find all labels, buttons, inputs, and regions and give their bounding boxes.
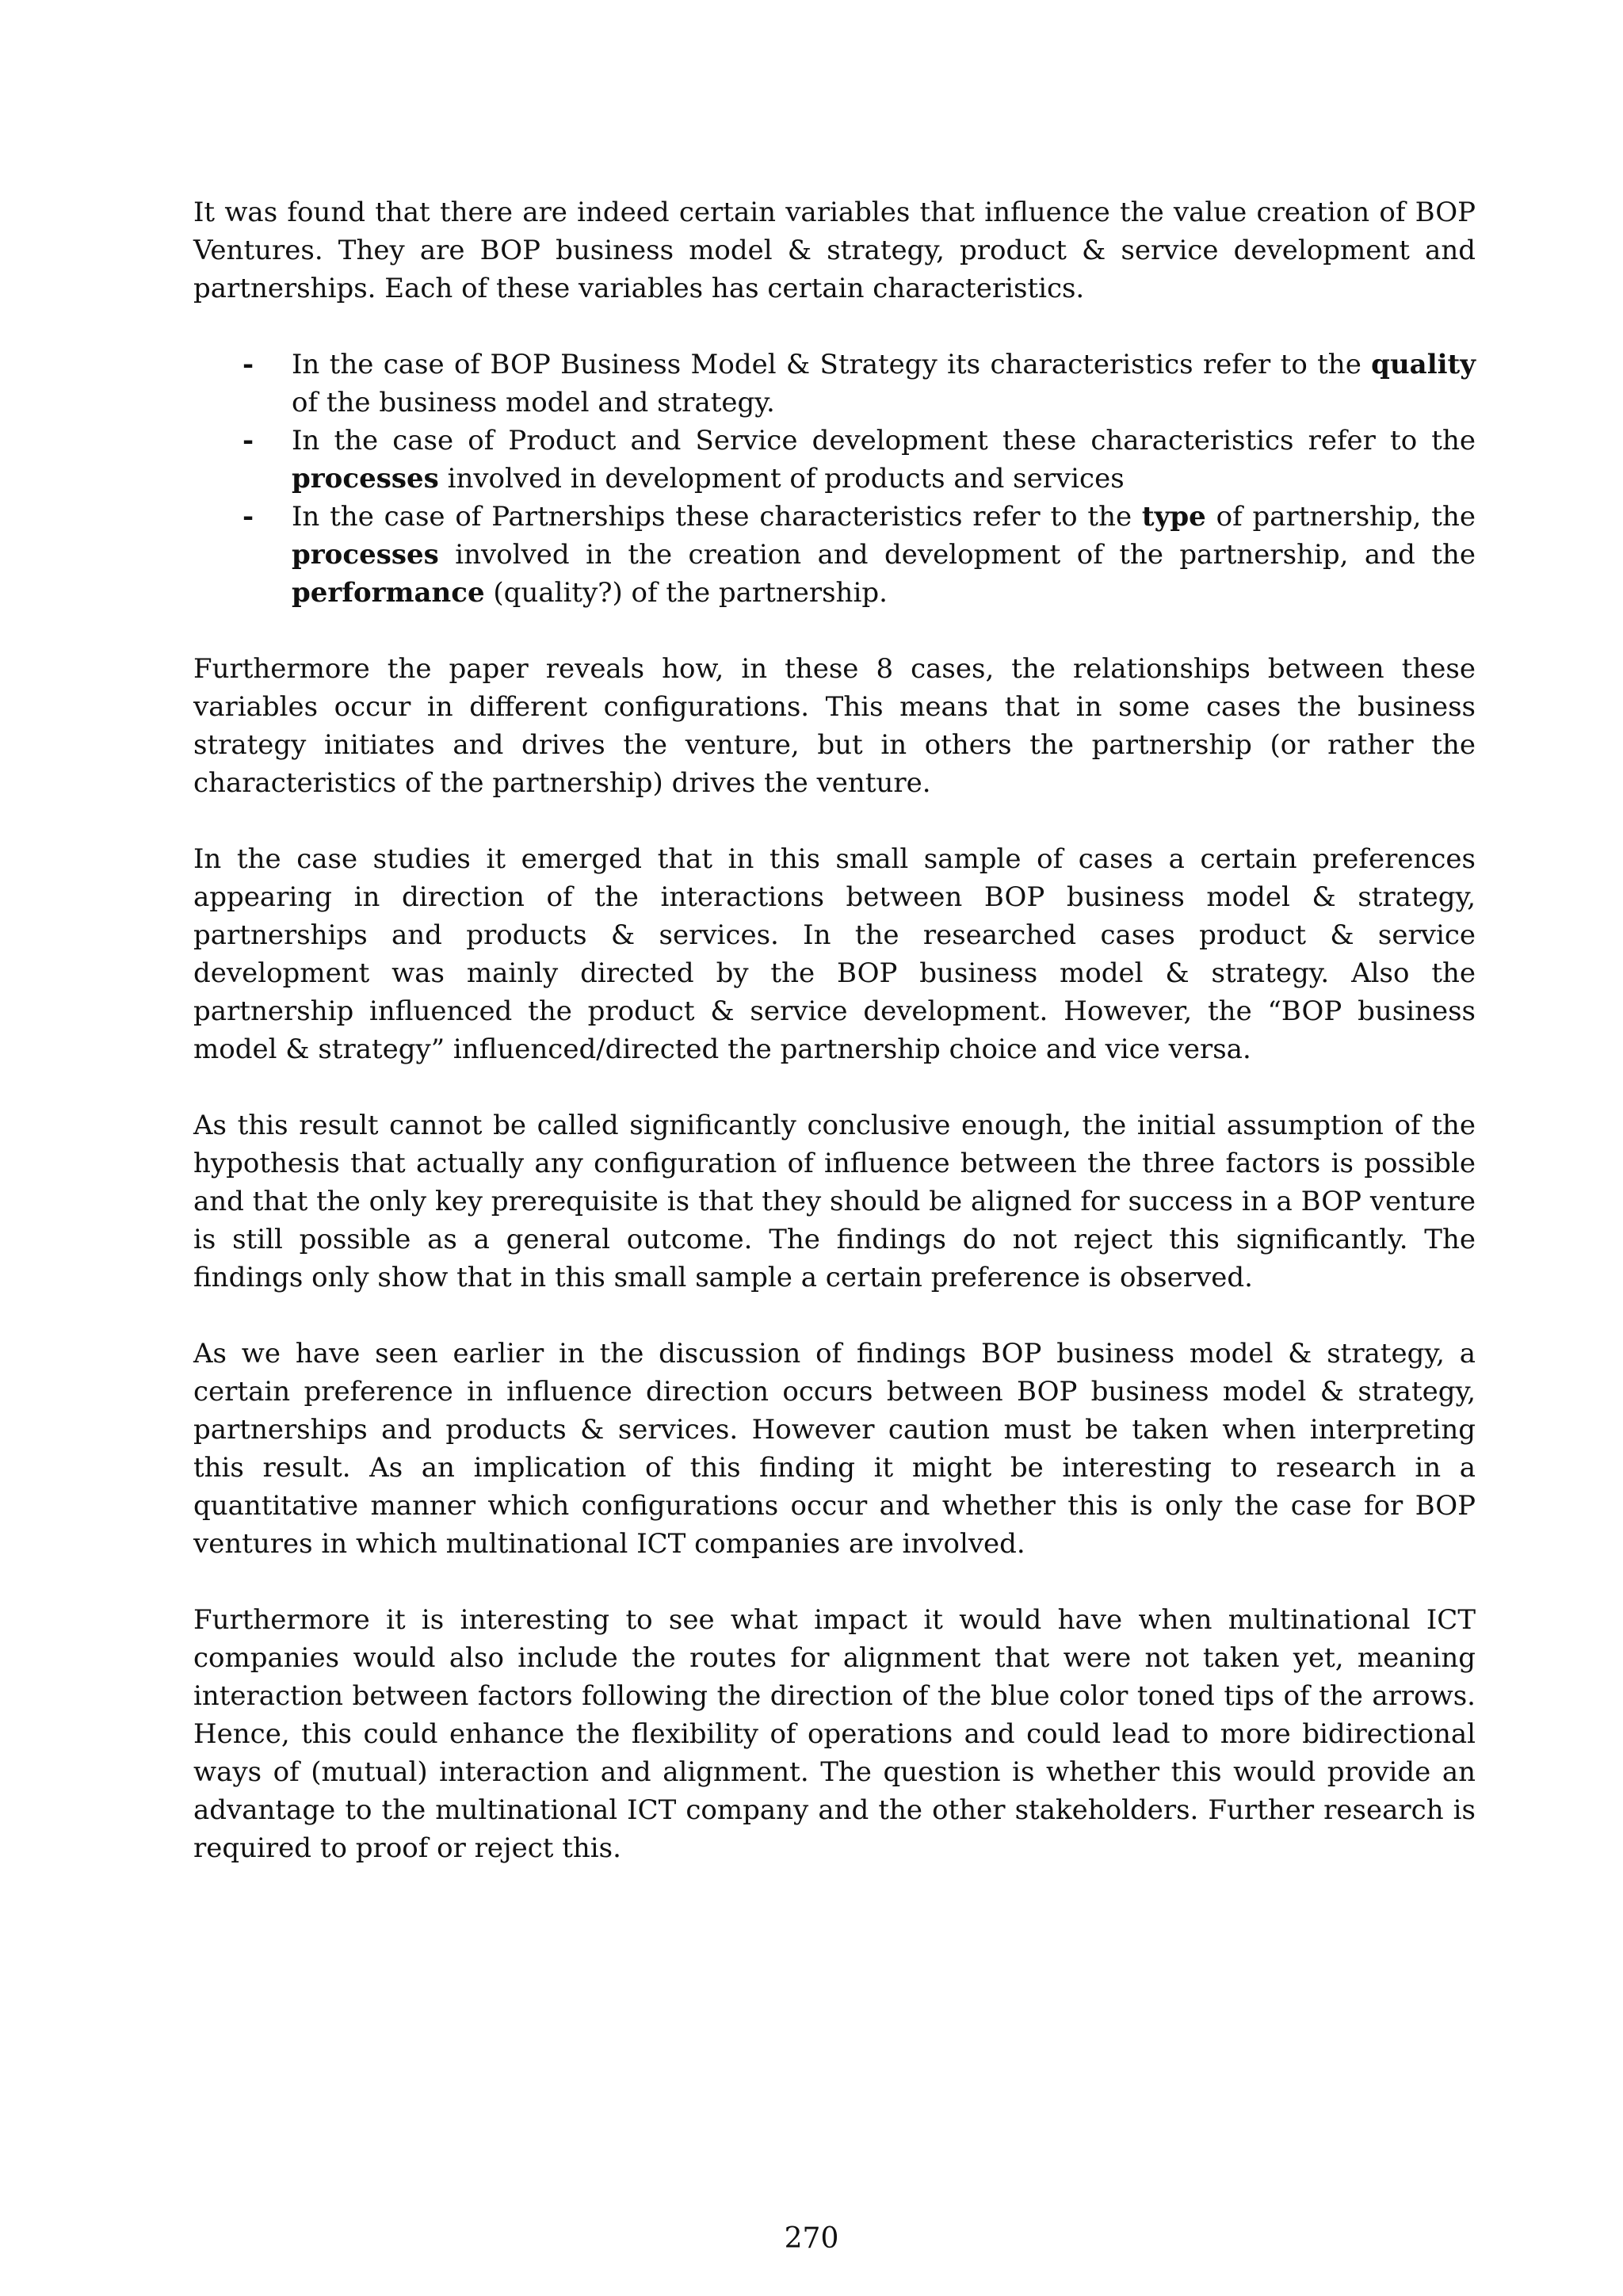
paragraph-case-studies: In the case studies it emerged that in this small sample of cases a certain preferences appearing in direction of the interactions between BOP business model & strategy, partnerships and products & services. In the researched cases product & service development was mainly directed by the BOP business model & strategy. Also the partnership influenced the product & service development. However, the “BOP business model & strategy” influenced/directed the partnership choice and vice versa. bbox=[193, 843, 1476, 1065]
paragraph-configurations: Furthermore the paper reveals how, in these 8 cases, the relationships between these variables occur in different configurations. This means that in some cases the business strategy initiates and drives the venture, but in others the partnership (or rather the characteristics of the partnership) drives the venture. bbox=[193, 653, 1476, 799]
paragraph-further-research: Furthermore it is interesting to see what impact it would have when multinational ICT companies would also include the routes for alignment that were not taken yet, meaning interaction between factors following the direction of the blue color toned tips of the arrows. Hence, this could enhance the flexibility of operations and could lead to more bidirectional ways of (mutual) interaction and alignment. The question is whether this would provide an advantage to the multinational ICT company and the other stakeholders. Further research is required to proof or reject this. bbox=[193, 1604, 1476, 1864]
list-text: involved in development of products and services bbox=[438, 463, 1125, 495]
emphasis-quality: quality bbox=[1371, 349, 1476, 380]
list-text: In the case of BOP Business Model & Strategy its characteristics refer to the bbox=[292, 349, 1372, 380]
list-item bbox=[193, 498, 1476, 612]
list-text: of the business model and strategy. bbox=[292, 387, 775, 418]
list-text: In the case of Partnerships these characteristics refer to the bbox=[292, 501, 1142, 533]
document-body bbox=[193, 193, 1476, 1905]
list-dash: - bbox=[242, 349, 254, 380]
list-text: involved in the creation and development of the partnership, and the bbox=[438, 539, 1476, 571]
emphasis-processes: processes bbox=[292, 539, 439, 571]
list-text: In the case of Product and Service development these characteristics refer to the bbox=[292, 425, 1476, 457]
emphasis-processes: processes bbox=[292, 463, 439, 495]
paragraph-implications: As we have seen earlier in the discussion of findings BOP business model & strategy, a certain preference in influence direction occurs between BOP business model & strategy, partnerships and products & services. However caution must be taken when interpreting this result. As an implication of this finding it might be interesting to research in a quantitative manner which configurations occur and whether this is only the case for BOP ventures in which multinational ICT companies are involved. bbox=[193, 1338, 1476, 1560]
list-item bbox=[193, 346, 1476, 422]
list-text: (quality?) of the partnership. bbox=[484, 577, 888, 609]
characteristics-list bbox=[193, 346, 1476, 612]
emphasis-performance: performance bbox=[292, 577, 485, 609]
emphasis-type: type bbox=[1141, 501, 1206, 533]
paragraph-conclusiveness: As this result cannot be called significantly conclusive enough, the initial assumption of the hypothesis that actually any configuration of influence between the three factors is possible and that the only key prerequisite is that they should be aligned for success in a BOP venture is still possible as a general outcome. The findings do not reject this significantly. The findings only show that in this small sample a certain preference is observed. bbox=[193, 1110, 1476, 1293]
list-dash: - bbox=[242, 425, 254, 457]
list-text: of partnership, the bbox=[1205, 501, 1476, 533]
page-number: 270 bbox=[784, 2222, 839, 2255]
paragraph-intro: It was found that there are indeed certain variables that influence the value creation of BOP Ventures. They are BOP business model & strategy, product & service development and partnerships. Each of these variables has certain characteristics. bbox=[193, 197, 1476, 304]
list-item bbox=[193, 422, 1476, 498]
list-dash: - bbox=[242, 501, 254, 533]
